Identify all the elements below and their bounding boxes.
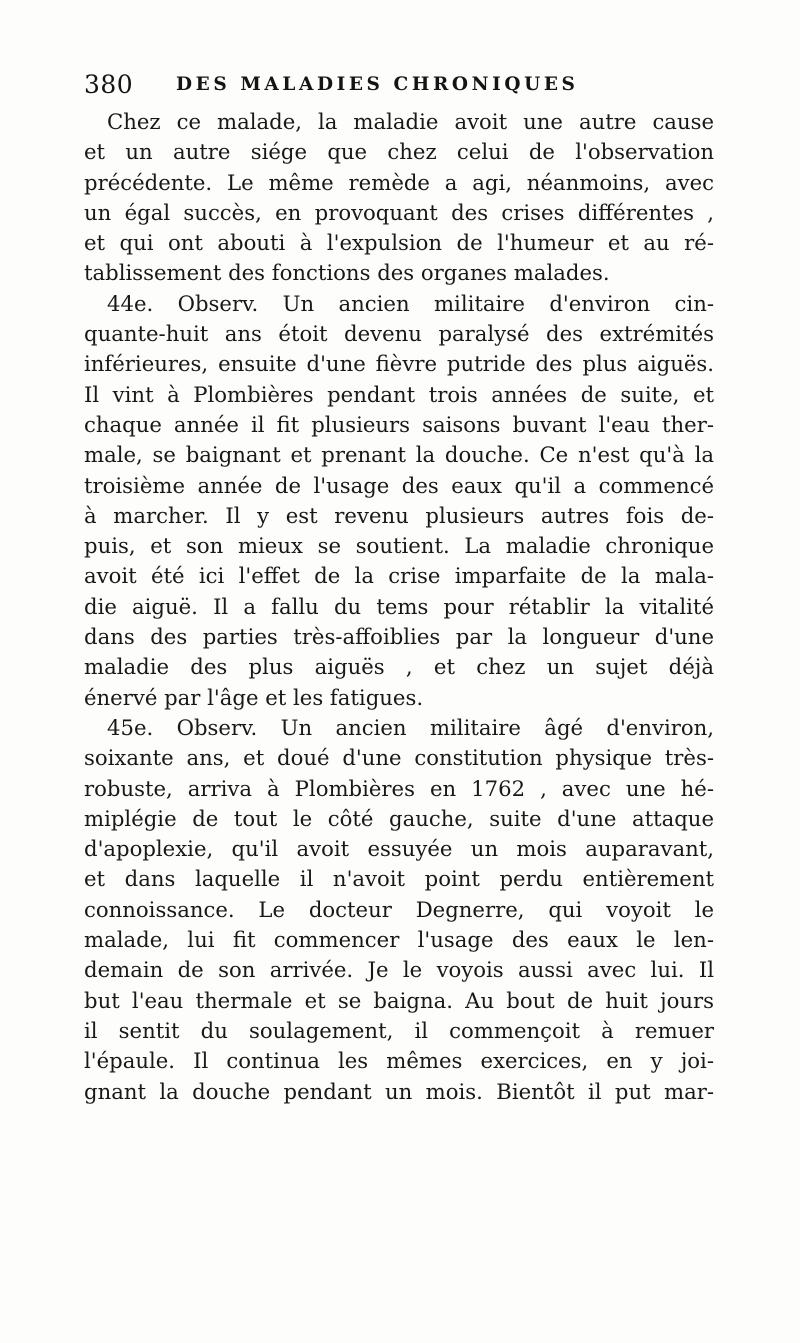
text-line: demain de son arrivée. Je le voyois aussi avec lui. Il: [84, 957, 714, 983]
text-line: inférieures, ensuite d'une fièvre putride des plus aiguës.: [84, 351, 714, 377]
text-line: die aiguë. Il a fallu du tems pour rétablir la vitalité: [84, 593, 714, 619]
text-line: Chez ce malade, la maladie avoit une autre cause: [107, 109, 714, 134]
text-line: male, se baignant et prenant la douche. Ce n'est qu'à la: [84, 442, 714, 468]
text-line: d'apoplexie, qu'il avoit essuyée un mois auparavant,: [84, 836, 714, 862]
text-line: il sentit du soulagement, il commençoit à remuer: [84, 1017, 714, 1043]
text-line: quante-huit ans étoit devenu paralysé des extrémités: [84, 321, 714, 347]
text-line: tablissement des fonctions des organes malades.: [84, 260, 610, 286]
text-line: précédente. Le même remède a agi, néanmoins, avec: [84, 169, 714, 195]
observation-44-start: 44e. Observ. Un ancien militaire d'environ cin-: [107, 290, 714, 316]
text-line: l'épaule. Il continua les mêmes exercices, en y joi-: [84, 1048, 714, 1074]
body-text: [84, 107, 714, 1107]
text-line: énervé par l'âge et les fatigues.: [84, 684, 424, 710]
text-line: maladie des plus aiguës , et chez un sujet déjà: [84, 654, 714, 680]
page-number: 380: [84, 70, 134, 99]
text-line: et un autre siége que chez celui de l'observation: [84, 139, 714, 165]
text-line: à marcher. Il y est revenu plusieurs autres fois de-: [84, 502, 714, 528]
text-line: miplégie de tout le côté gauche, suite d'une attaque: [84, 805, 714, 831]
text-line: troisième année de l'usage des eaux qu'il a commencé: [84, 472, 714, 498]
text-line: but l'eau thermale et se baigna. Au bout de huit jours: [84, 987, 714, 1013]
text-line: avoit été ici l'effet de la crise imparfaite de la mala-: [84, 563, 714, 589]
text-line: un égal succès, en provoquant des crises différentes ,: [84, 199, 714, 225]
running-title: DES MALADIES CHRONIQUES: [176, 74, 579, 95]
text-line: robuste, arriva à Plombières en 1762 , avec une hé-: [84, 775, 714, 801]
text-line: gnant la douche pendant un mois. Bientôt il put mar-: [84, 1078, 714, 1104]
text-line: soixante ans, et doué d'une constitution physique très-: [84, 745, 714, 771]
text-line: malade, lui fit commencer l'usage des eaux le len-: [84, 927, 714, 953]
text-line: connoissance. Le docteur Degnerre, qui voyoit le: [84, 896, 714, 922]
page-header: [84, 70, 704, 104]
text-line: et dans laquelle il n'avoit point perdu entièrement: [84, 866, 714, 892]
text-line: puis, et son mieux se soutient. La maladie chronique: [84, 533, 714, 559]
text-line: chaque année il fit plusieurs saisons buvant l'eau ther-: [84, 411, 714, 437]
observation-45-start: 45e. Observ. Un ancien militaire âgé d'environ,: [107, 714, 714, 740]
text-line: et qui ont abouti à l'expulsion de l'humeur et au ré-: [84, 230, 714, 256]
text-line: dans des parties très-affoiblies par la longueur d'une: [84, 624, 714, 650]
text-line: Il vint à Plombières pendant trois années de suite, et: [84, 381, 714, 407]
